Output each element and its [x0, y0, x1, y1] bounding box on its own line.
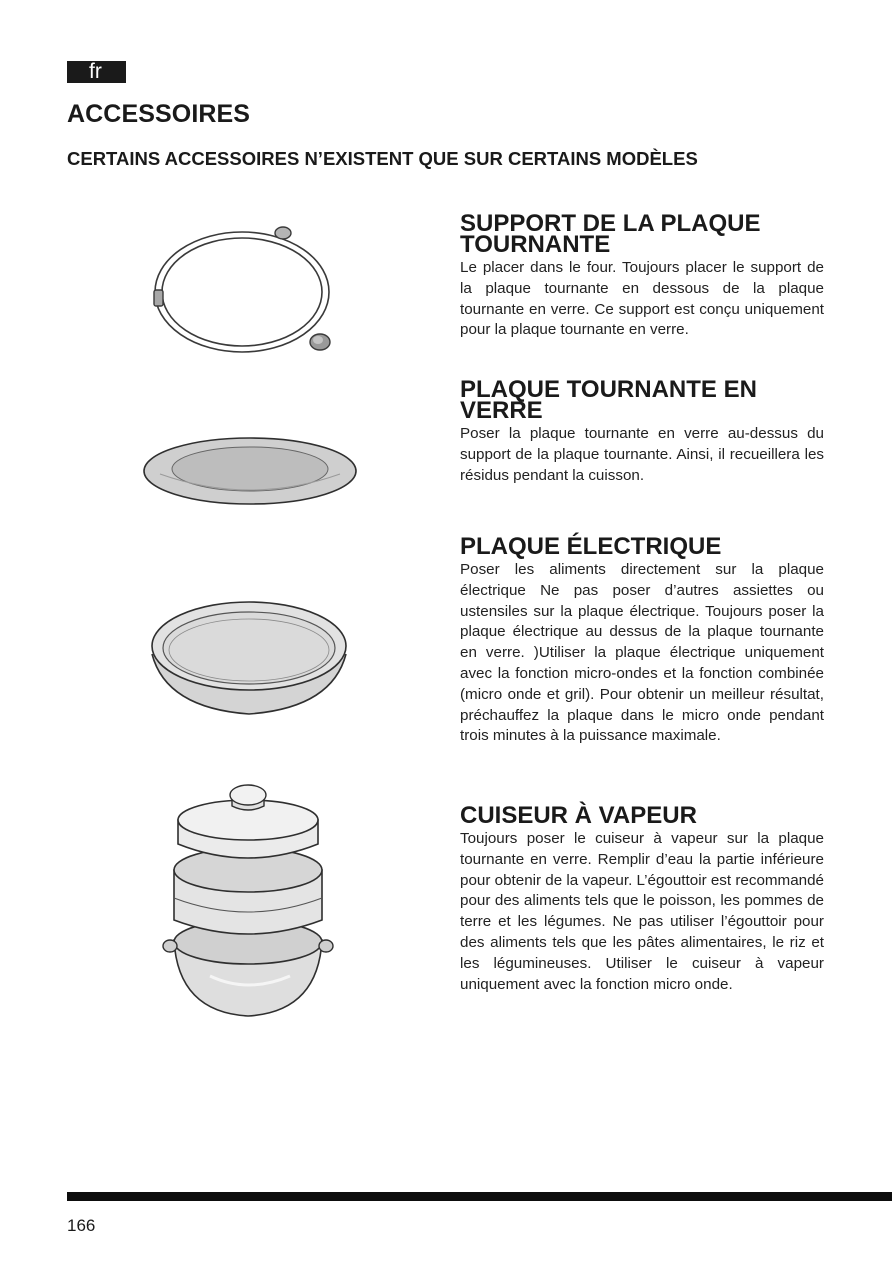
section-electric-plate	[460, 533, 824, 747]
section-heading: PLAQUE TOURNANTE EN VERRE	[460, 376, 757, 424]
section-body: Le placer dans le four. Toujours placer le support de la plaque tournante en dessous de la plaque tournante en verre. Ce support est conçu uniquement pour la plaque tournante en verre.	[460, 259, 824, 339]
section-glass-turntable	[460, 376, 824, 486]
footer-divider	[67, 1192, 892, 1201]
section-body: Poser la plaque tournante en verre au-dessus du support de la plaque tournante. Ainsi, il recueillera les résidus pendant la cuisson.	[460, 425, 824, 484]
page-title: ACCESSOIRES	[67, 100, 251, 128]
steamer-illustration	[160, 780, 338, 1022]
section-body: Toujours poser le cuiseur à vapeur sur la plaque tournante en verre. Remplir d’eau la partie inférieure pour obtenir de la vapeur. L’égouttoir est recommandé pour des aliments tels que le poisson, les pommes de terre et les légumes. Ne pas utiliser l’égouttoir pour des aliments tels que les pâtes alimentaires, le riz et les légumineuses. Utiliser le cuiseur à vapeur uniquement avec la fonction micro onde.	[460, 830, 824, 993]
section-heading: SUPPORT DE LA PLAQUE TOURNANTE	[460, 210, 761, 258]
section-heading: CUISEUR À VAPEUR	[460, 802, 697, 829]
page-number: 166	[67, 1216, 96, 1235]
section-steamer	[460, 802, 824, 995]
section-heading: PLAQUE ÉLECTRIQUE	[460, 533, 722, 560]
glass-turntable-illustration	[140, 434, 360, 508]
page-subtitle: CERTAINS ACCESSOIRES N’EXISTENT QUE SUR CERTAINS MODÈLES	[67, 148, 698, 169]
section-body: Poser les aliments directement sur la plaque électrique Ne pas poser d’autres assiettes ou ustensiles sur la plaque électrique. Toujours poser la plaque électrique au dessus de la plaque tournante en verre. )Utiliser la plaque électrique uniquement avec la fonction micro-ondes et la fonction combinée (micro onde et gril). Pour obtenir un meilleur résultat, préchauffez la plaque dans le micro onde pendant trois minutes à la puissance maximale.	[460, 561, 824, 745]
turntable-support-illustration	[150, 222, 340, 358]
language-tab: fr	[67, 61, 126, 83]
electric-plate-illustration	[146, 598, 352, 720]
section-turntable-support	[460, 210, 824, 341]
